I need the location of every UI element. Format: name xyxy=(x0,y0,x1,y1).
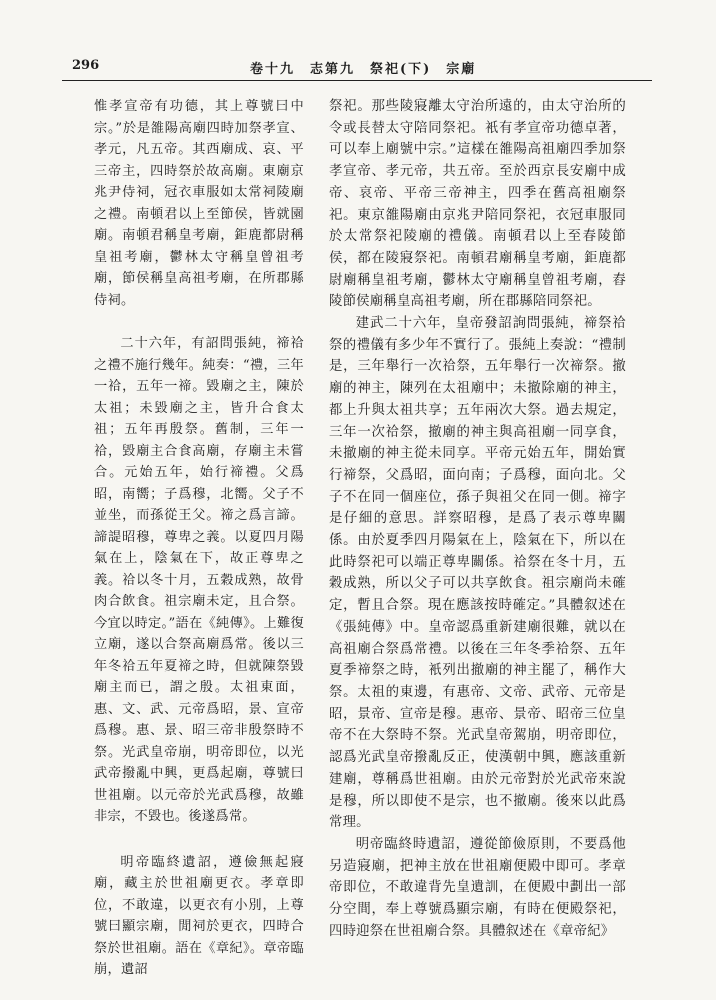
translation-paragraph: 明帝臨終時遺詔，遵從節儉原則，不要爲他另造寢廟，把神主放在世祖廟便殿中即可。孝章帝即位，不敢違背先皇遺訓，在便殿中劃出一部分空間，奉上尊號爲顯宗廟，有時在便殿祭祀，四時迎祭在世祖廟合祭。具體叙述在《章帝紀》 xyxy=(329,836,626,939)
translation-paragraph: 祭祀。那些陵寢離太守治所遠的，由太守治所的令或長替太守陪同祭祀。衹有孝宣帝功德卓著，可以奉上廟號中宗。”這樣在雒陽高祖廟四季加祭孝宣帝、孝元帝，共五帝。至於西京長安廟中成帝、哀帝、平帝三帝神主，四季在舊高祖廟祭祀。東京雒陽廟由京兆尹陪同祭祀，衣冠車服同於太常祭祀陵廟的禮儀。南頓君以上至春陵節侯，都在陵寢祭祀。南頓君廟稱皇考廟，鉅鹿都尉廟稱皇祖考廟，鬱林太守廟稱皇曾祖考廟，舂陵節侯廟稱皇高祖考廟，所在郡縣陪同祭祀。 xyxy=(329,99,626,310)
running-head: 卷十九 志第九 祭祀(下) 宗廟 xyxy=(250,62,477,77)
page-header xyxy=(62,58,652,80)
classical-text-column xyxy=(94,96,304,981)
page-number: 296 xyxy=(72,58,100,73)
translation-column xyxy=(329,96,626,942)
classical-paragraph: 二十六年，有詔問張純，禘祫之禮不施行幾年。純奏：“禮，三年一祫，五年一禘。毀廟之主，陳於太祖；未毀廟之主，皆升合食太祖；五年再殷祭。舊制，三年一祫，毀廟主合食高廟，存廟主未嘗合。元始五年，始行禘禮。父爲昭，南嚮；子爲穆，北嚮。父子不並坐，而孫從王父。禘之爲言諦。諦諟昭穆，尊卑之義。以夏四月陽氣在上，陰氣在下，故正尊卑之義。祫以冬十月，五穀成熟，故骨肉合飲食。祖宗廟未定，且合祭。今宜以時定。”語在《純傳》。上難復立廟，遂以合祭高廟爲常。後以三年冬祫五年夏禘之時，但就陳祭毀廟主而已，謂之殷。太祖東面，惠、文、武、元帝爲昭，景、宣帝爲穆。惠、景、昭三帝非殷祭時不祭。光武皇帝崩，明帝即位，以光武帝撥亂中興，更爲起廟，尊號曰世祖廟。以元帝於光武爲穆，故雖非宗，不毀也。後遂爲常。 xyxy=(94,336,304,824)
header-rule xyxy=(62,80,652,81)
classical-paragraph: 明帝臨終遺詔，遵儉無起寢廟，藏主於世祖廟更衣。孝章即位，不敢違，以更衣有小別，上尊號曰顯宗廟，閒祠於更衣，四時合祭於世祖廟。語在《章紀》。章帝臨崩，遺詔 xyxy=(94,854,304,977)
classical-paragraph: 惟孝宣帝有功德，其上尊號曰中宗。”於是雒陽高廟四時加祭孝宣、孝元，凡五帝。其西廟成、哀、平三帝主，四時祭於故高廟。東廟京兆尹侍祠，冠衣車服如太常祠陵廟之禮。南頓君以上至節侯，皆就園廟。南頓君稱皇考廟，鉅鹿都尉稱皇祖考廟，鬱林太守稱皇曾祖考廟，節侯稱皇高祖考廟，在所郡縣侍祠。 xyxy=(94,99,304,308)
translation-paragraph: 建武二十六年，皇帝發詔詢問張純，禘祭祫祭的禮儀有多少年不實行了。張純上奏說：“禮制是，三年舉行一次祫祭，五年舉行一次禘祭。撤廟的神主，陳列在太祖廟中；未撤除廟的神主，都上升與太祖共享；五年兩次大祭。過去規定，三年一次祫祭，撤廟的神主與高祖廟一同享食，未撤廟的神主從未同享。平帝元始五年，開始實行禘祭，父爲昭，面向南；子爲穆，面向北。父子不在同一個座位，孫子與祖父在同一側。禘字是仔細的意思。詳察昭穆，是爲了表示尊卑關係。由於夏季四月陽氣在上，陰氣在下，所以在此時祭祀可以端正尊卑關係。祫祭在冬十月，五穀成熟，所以父子可以共享飲食。祖宗廟尚未確定，暫且合祭。現在應該按時確定。”具體叙述在《張純傳》中。皇帝認爲重新建廟很難，就以在高祖廟合祭爲常禮。以後在三年冬季祫祭、五年夏季禘祭之時，衹列出撤廟的神主罷了，稱作大祭。太祖的東邊，有惠帝、文帝、武帝、元帝是昭，景帝、宣帝是穆。惠帝、景帝、昭帝三位皇帝不在大祭時不祭。光武皇帝駕崩，明帝即位，認爲光武皇帝撥亂反正，使漢朝中興，應該重新建廟，尊稱爲世祖廟。由於元帝對於光武帝來說是穆，所以即使不是宗，也不撤廟。後來以此爲常理。 xyxy=(329,316,626,831)
